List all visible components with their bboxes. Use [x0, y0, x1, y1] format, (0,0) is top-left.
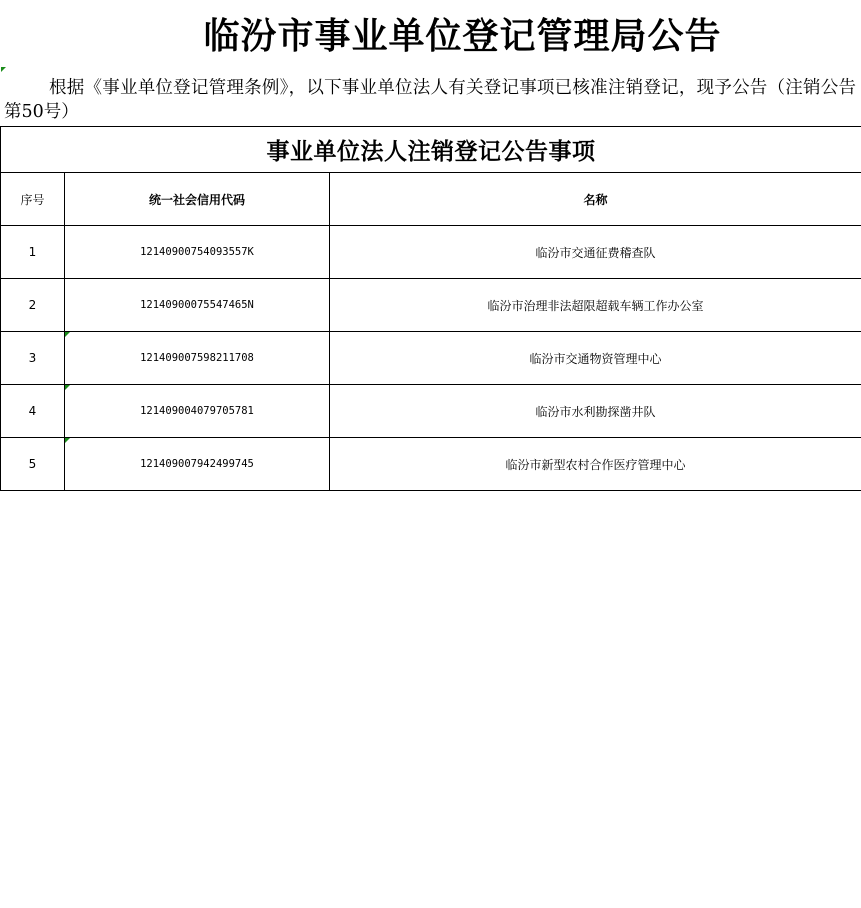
header-credit-code: 统一社会信用代码 — [65, 173, 330, 226]
table-row — [1, 438, 861, 491]
credit-code-text: 121409004079705781 — [140, 405, 254, 417]
header-name: 名称 — [330, 173, 861, 226]
announcement-intro: 根据《事业单位登记管理条例》，以下事业单位法人有关登记事项已核准注销登记，现予公告（注销公告第50号） — [4, 78, 856, 122]
comment-marker-icon — [65, 385, 70, 390]
table-row — [1, 226, 861, 279]
row-seq: 4 — [1, 385, 65, 438]
table-row — [1, 332, 861, 385]
row-seq: 5 — [1, 438, 65, 491]
row-seq: 3 — [1, 332, 65, 385]
row-credit-code — [65, 385, 330, 438]
table-row — [1, 279, 861, 332]
credit-code-text: 121409007598211708 — [140, 352, 254, 364]
row-name: 临汾市交通物资管理中心 — [330, 332, 861, 385]
row-name: 临汾市新型农村合作医疗管理中心 — [330, 438, 861, 491]
deregistration-table — [0, 126, 861, 491]
page-title: 临汾市事业单位登记管理局公告 — [203, 15, 722, 57]
comment-marker-icon — [1, 67, 6, 72]
table-title: 事业单位法人注销登记公告事项 — [1, 127, 861, 173]
row-credit-code: 12140900754093557K — [65, 226, 330, 279]
row-name: 临汾市交通征费稽查队 — [330, 226, 861, 279]
row-credit-code — [65, 438, 330, 491]
row-credit-code: 12140900075547465N — [65, 279, 330, 332]
table-row — [1, 385, 861, 438]
credit-code-text: 121409007942499745 — [140, 458, 254, 470]
table-header-row — [1, 173, 861, 226]
row-seq: 1 — [1, 226, 65, 279]
comment-marker-icon — [65, 438, 70, 443]
row-credit-code — [65, 332, 330, 385]
comment-marker-icon — [65, 332, 70, 337]
row-seq: 2 — [1, 279, 65, 332]
row-name: 临汾市治理非法超限超载车辆工作办公室 — [330, 279, 861, 332]
row-name: 临汾市水利勘探凿井队 — [330, 385, 861, 438]
header-seq: 序号 — [1, 173, 65, 226]
